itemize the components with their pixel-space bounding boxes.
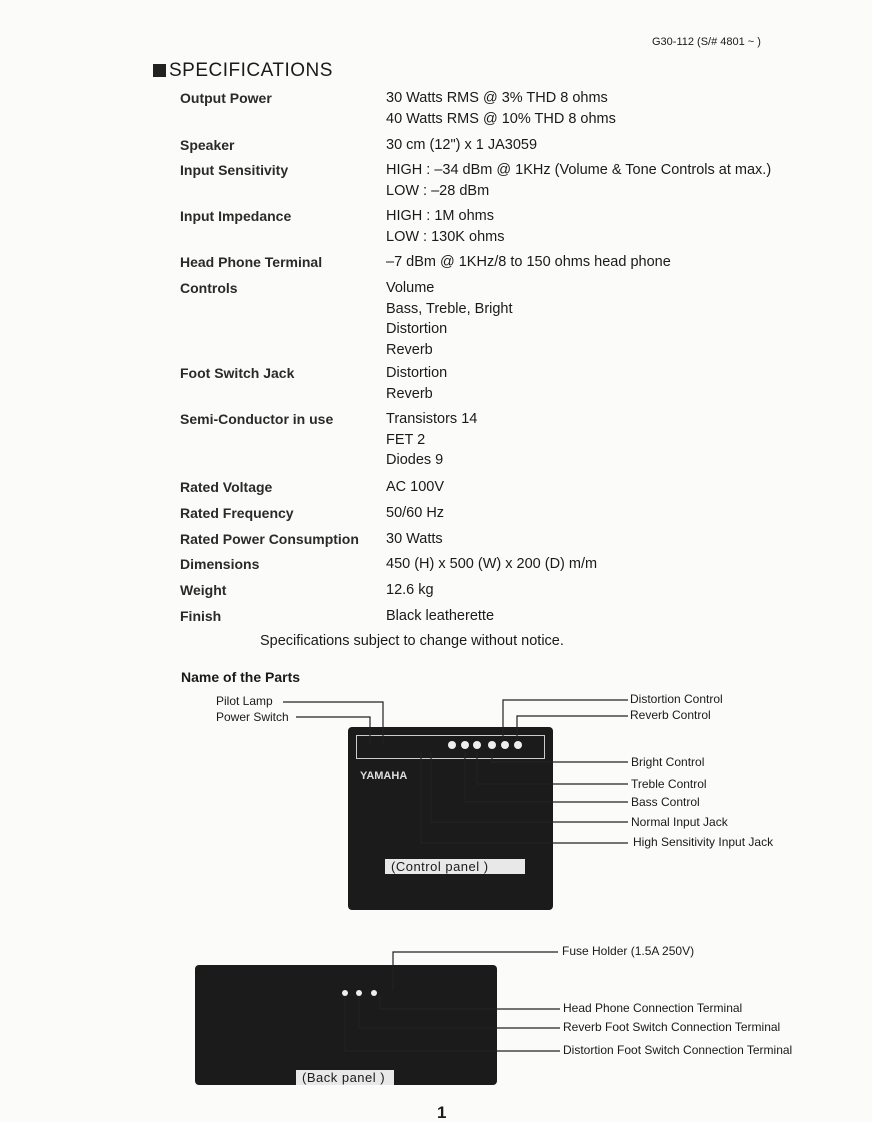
spec-label: Rated Voltage bbox=[180, 479, 273, 495]
spec-label: Controls bbox=[180, 280, 238, 296]
spec-label: Weight bbox=[180, 582, 227, 598]
callout-bass-control: Bass Control bbox=[631, 795, 700, 809]
spec-value: 30 Watts bbox=[386, 531, 443, 547]
spec-value: Diodes 9 bbox=[386, 452, 444, 468]
spec-value: 50/60 Hz bbox=[386, 505, 445, 521]
spec-value: AC 100V bbox=[386, 479, 445, 495]
yamaha-logo: YAMAHA bbox=[360, 770, 408, 782]
spec-label: Semi-Conductor in use bbox=[180, 411, 334, 427]
callout-high-sensitivity-jack: High Sensitivity Input Jack bbox=[633, 835, 774, 849]
callout-treble-control: Treble Control bbox=[631, 777, 707, 791]
page-number: 1 bbox=[437, 1103, 447, 1122]
spec-value: Reverb bbox=[386, 341, 433, 358]
spec-label: Output Power bbox=[180, 90, 272, 106]
callout-fuse-holder: Fuse Holder (1.5A 250V) bbox=[562, 944, 695, 958]
document-id: G30-112 (S/# 4801 ~ ) bbox=[652, 36, 761, 48]
spec-value: Distortion bbox=[386, 365, 448, 381]
spec-value: Distortion bbox=[386, 321, 448, 337]
spec-value: Black leatherette bbox=[386, 608, 495, 624]
spec-value: 30 Watts RMS @ 3% THD 8 ohms bbox=[386, 90, 608, 106]
spec-value: Transistors 14 bbox=[386, 411, 478, 427]
spec-value: Volume bbox=[386, 280, 435, 296]
callout-pilot-lamp: Pilot Lamp bbox=[216, 694, 273, 708]
control-panel-caption: (Control panel ) bbox=[385, 859, 525, 874]
callout-bright-control: Bright Control bbox=[631, 755, 705, 769]
back-panel-caption: (Back panel ) bbox=[296, 1070, 394, 1085]
spec-label: Head Phone Terminal bbox=[180, 254, 323, 270]
callout-distortion-footswitch: Distortion Foot Switch Connection Terminal bbox=[563, 1043, 793, 1057]
title-text: SPECIFICATIONS bbox=[169, 60, 333, 81]
spec-label: Rated Frequency bbox=[180, 505, 294, 521]
spec-label: Input Impedance bbox=[180, 208, 292, 224]
spec-value: HIGH : –34 dBm @ 1KHz (Volume & Tone Controls at max.) bbox=[386, 162, 772, 178]
spec-label: Speaker bbox=[180, 137, 235, 153]
spec-value: Bass, Treble, Bright bbox=[386, 300, 513, 317]
callout-headphone-terminal: Head Phone Connection Terminal bbox=[563, 1001, 743, 1015]
spec-value: 450 (H) x 500 (W) x 200 (D) m/m bbox=[386, 556, 598, 572]
spec-value: FET 2 bbox=[386, 431, 426, 448]
spec-value: –7 dBm @ 1KHz/8 to 150 ohms head phone bbox=[386, 254, 671, 270]
callout-power-switch: Power Switch bbox=[216, 710, 289, 724]
spec-value: HIGH : 1M ohms bbox=[386, 208, 494, 224]
spec-value: Reverb bbox=[386, 385, 433, 402]
spec-label: Input Sensitivity bbox=[180, 162, 289, 178]
spec-value: 30 cm (12") x 1 JA3059 bbox=[386, 137, 538, 153]
spec-label: Rated Power Consumption bbox=[180, 531, 359, 547]
parts-heading: Name of the Parts bbox=[181, 669, 301, 685]
spec-value: LOW : 130K ohms bbox=[386, 228, 505, 245]
callout-distortion-control: Distortion Control bbox=[630, 692, 723, 706]
spec-value: LOW : –28 dBm bbox=[386, 182, 490, 199]
callout-reverb-control: Reverb Control bbox=[630, 708, 711, 722]
callout-normal-input-jack: Normal Input Jack bbox=[631, 815, 728, 829]
spec-value: 12.6 kg bbox=[386, 582, 434, 598]
spec-label: Foot Switch Jack bbox=[180, 365, 295, 381]
spec-value: 40 Watts RMS @ 10% THD 8 ohms bbox=[386, 110, 616, 127]
spec-label: Finish bbox=[180, 608, 222, 624]
callout-reverb-footswitch: Reverb Foot Switch Connection Terminal bbox=[563, 1020, 781, 1034]
spec-label: Dimensions bbox=[180, 556, 260, 572]
change-notice: Specifications subject to change without notice. bbox=[260, 633, 564, 649]
